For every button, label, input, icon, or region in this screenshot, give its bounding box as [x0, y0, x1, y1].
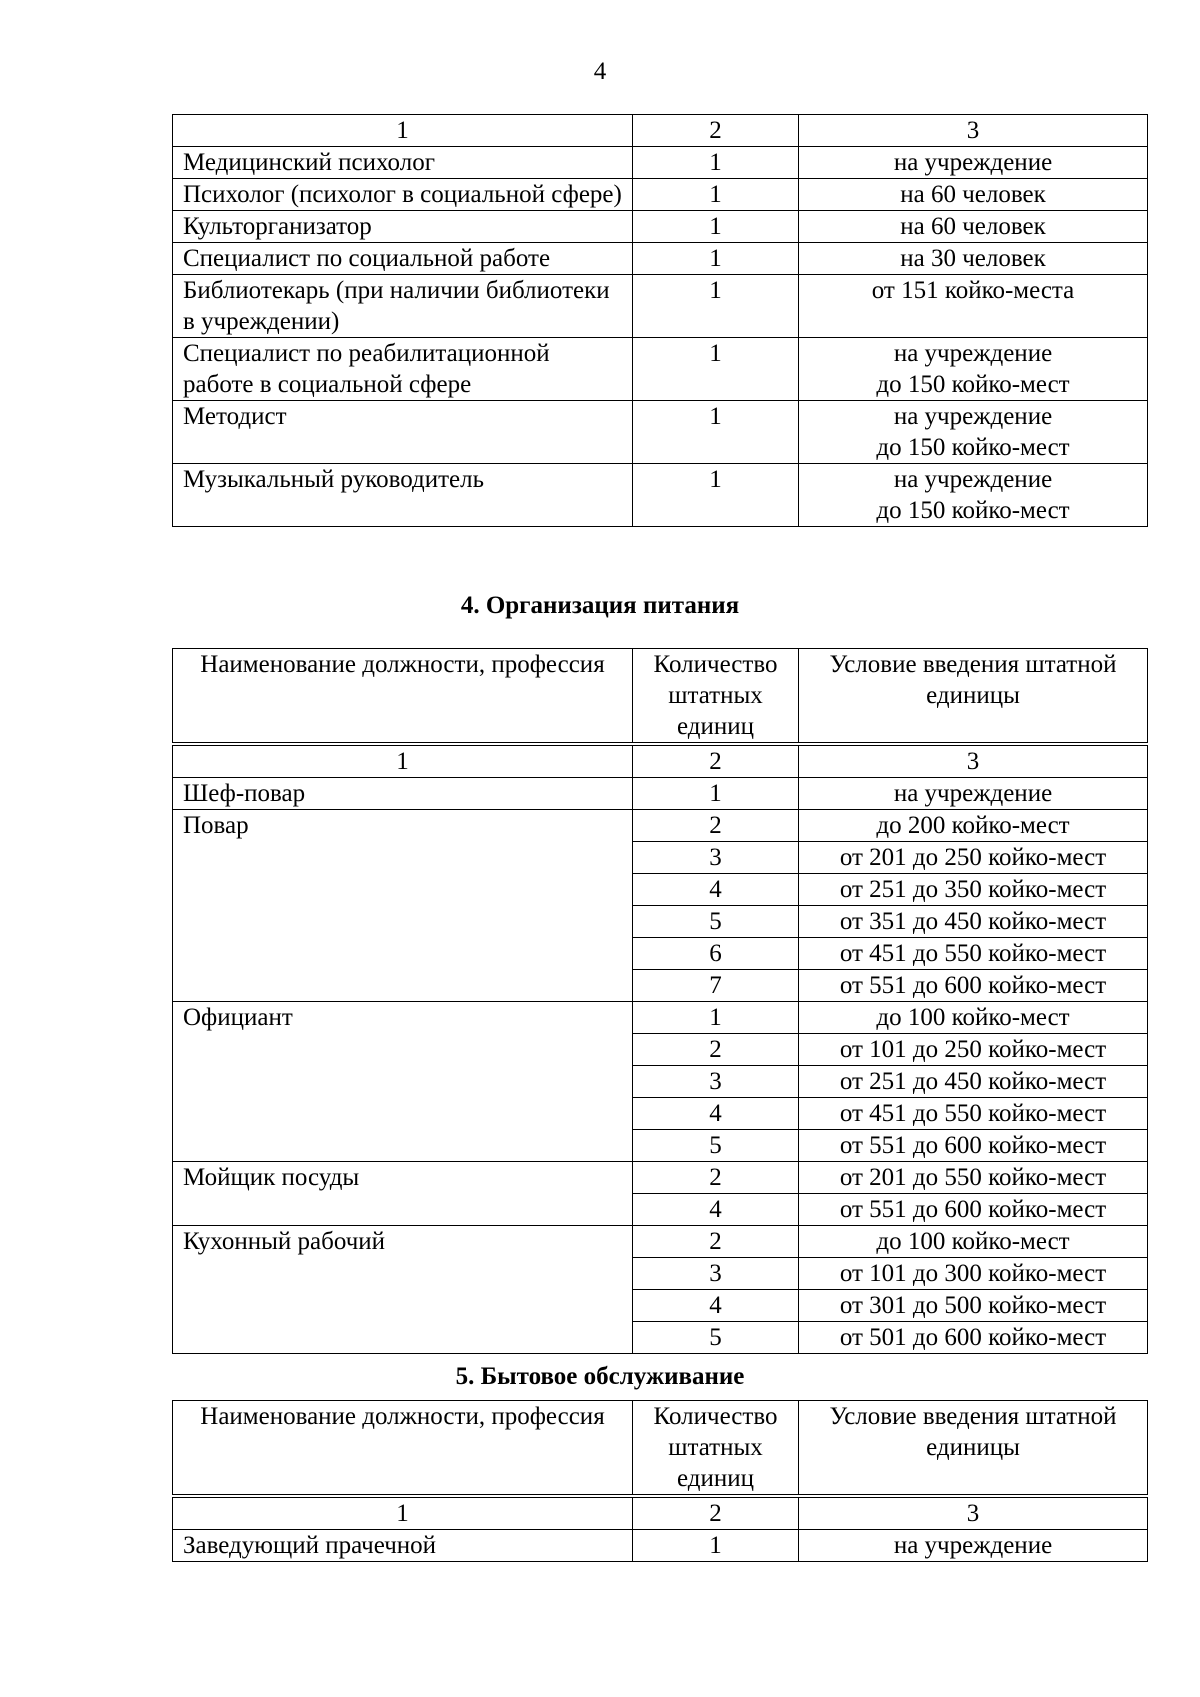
table-row [173, 1162, 1148, 1194]
staff-condition: от 451 до 550 койко-мест [799, 1098, 1148, 1130]
condition-line: на учреждение [893, 403, 1053, 430]
staff-condition: от 101 до 250 койко-мест [799, 1034, 1148, 1066]
table-row [173, 275, 1148, 338]
staff-condition: от 201 до 250 койко-мест [799, 842, 1148, 874]
staff-count: 3 [633, 1066, 799, 1098]
staff-condition: на 60 человек [799, 179, 1148, 211]
table-row [173, 243, 1148, 275]
staff-condition: до 100 койко-мест [799, 1226, 1148, 1258]
position-name: Специалист по реабилитационной работе в социальной сфере [173, 338, 633, 401]
column-number: 3 [799, 115, 1148, 147]
position-name: Шеф-повар [173, 778, 633, 810]
staff-table-continued [172, 114, 1147, 527]
staff-count: 6 [633, 938, 799, 970]
condition-line: до 150 койко-мест [876, 371, 1070, 398]
table-row [173, 1530, 1148, 1562]
staff-condition: от 251 до 450 койко-мест [799, 1066, 1148, 1098]
staff-count: 5 [633, 1130, 799, 1162]
staff-condition: на учреждение [799, 778, 1148, 810]
column-number: 2 [633, 1498, 799, 1530]
catering-header-table [172, 648, 1148, 743]
table-row [173, 464, 1148, 527]
household-body-table [172, 1497, 1148, 1562]
staff-count: 1 [633, 1002, 799, 1034]
staff-count: 1 [633, 464, 799, 527]
column-number: 1 [173, 115, 633, 147]
staff-count: 1 [633, 275, 799, 338]
section-title-household: 5. Бытовое обслуживание [455, 1363, 745, 1390]
table-row [173, 1002, 1148, 1034]
position-name: Медицинский психолог [173, 147, 633, 179]
position-name: Повар [173, 810, 633, 1002]
staff-count: 2 [633, 1034, 799, 1066]
table-row [173, 338, 1148, 401]
staff-count: 5 [633, 1322, 799, 1354]
table-row [173, 810, 1148, 842]
position-name: Библиотекарь (при наличии библиотеки в учреждении) [173, 275, 633, 338]
page-number: 4 [593, 58, 607, 85]
staff-condition: на учреждение [799, 1530, 1148, 1562]
household-header-table [172, 1400, 1148, 1495]
position-name: Специалист по социальной работе [173, 243, 633, 275]
header-staff-count: Количество штатных единиц [633, 1401, 799, 1495]
staff-count: 5 [633, 906, 799, 938]
staff-condition: до 200 койко-мест [799, 810, 1148, 842]
condition-line: на учреждение [893, 466, 1053, 493]
staff-condition: от 501 до 600 койко-мест [799, 1322, 1148, 1354]
position-name: Заведующий прачечной [173, 1530, 633, 1562]
staff-condition: от 351 до 450 койко-мест [799, 906, 1148, 938]
staff-count: 1 [633, 147, 799, 179]
staff-condition [799, 464, 1148, 527]
position-name: Официант [173, 1002, 633, 1162]
header-condition: Условие введения штатной единицы [799, 649, 1148, 743]
staff-count: 1 [633, 211, 799, 243]
column-number: 3 [799, 1498, 1148, 1530]
column-number: 2 [633, 746, 799, 778]
staff-count: 3 [633, 842, 799, 874]
staff-condition: от 551 до 600 койко-мест [799, 970, 1148, 1002]
position-name: Музыкальный руководитель [173, 464, 633, 527]
column-number: 1 [173, 746, 633, 778]
staff-condition: на 30 человек [799, 243, 1148, 275]
condition-line: до 150 койко-мест [876, 497, 1070, 524]
staff-condition: от 451 до 550 койко-мест [799, 938, 1148, 970]
staff-count: 4 [633, 1194, 799, 1226]
condition-line: на учреждение [893, 340, 1053, 367]
staff-count: 7 [633, 970, 799, 1002]
staff-condition: до 100 койко-мест [799, 1002, 1148, 1034]
position-name: Мойщик посуды [173, 1162, 633, 1226]
staff-count: 2 [633, 1162, 799, 1194]
staff-condition: от 251 до 350 койко-мест [799, 874, 1148, 906]
staff-count: 2 [633, 810, 799, 842]
staff-count: 1 [633, 778, 799, 810]
header-position-name: Наименование должности, профессия [173, 1401, 633, 1495]
staff-count: 1 [633, 338, 799, 401]
column-number-row [173, 1498, 1148, 1530]
position-name: Культорганизатор [173, 211, 633, 243]
condition-line: до 150 койко-мест [876, 434, 1070, 461]
staff-count: 4 [633, 874, 799, 906]
table-header-row [173, 649, 1148, 743]
staff-count: 1 [633, 1530, 799, 1562]
column-number: 1 [173, 1498, 633, 1530]
catering-body-table [172, 745, 1148, 1354]
column-number: 2 [633, 115, 799, 147]
staff-condition: от 301 до 500 койко-мест [799, 1290, 1148, 1322]
table-row [173, 778, 1148, 810]
column-number-row [173, 746, 1148, 778]
table-row [173, 401, 1148, 464]
position-name: Кухонный рабочий [173, 1226, 633, 1354]
table-row [173, 211, 1148, 243]
staff-condition: от 551 до 600 койко-мест [799, 1130, 1148, 1162]
staff-count: 2 [633, 1226, 799, 1258]
table-row [173, 147, 1148, 179]
section-title-catering: 4. Организация питания [460, 592, 740, 619]
staff-count: 4 [633, 1098, 799, 1130]
staff-condition: на учреждение [799, 147, 1148, 179]
staff-condition: от 201 до 550 койко-мест [799, 1162, 1148, 1194]
header-condition: Условие введения штатной единицы [799, 1401, 1148, 1495]
column-number: 3 [799, 746, 1148, 778]
staff-condition [799, 338, 1148, 401]
column-number-row [173, 115, 1148, 147]
table-header-row [173, 1401, 1148, 1495]
staff-condition: от 101 до 300 койко-мест [799, 1258, 1148, 1290]
staff-count: 1 [633, 401, 799, 464]
staff-condition [799, 401, 1148, 464]
staff-count: 1 [633, 243, 799, 275]
staff-condition: на 60 человек [799, 211, 1148, 243]
staff-condition: от 151 койко-места [799, 275, 1148, 338]
position-name: Психолог (психолог в социальной сфере) [173, 179, 633, 211]
position-name: Методист [173, 401, 633, 464]
staff-count: 4 [633, 1290, 799, 1322]
header-staff-count: Количество штатных единиц [633, 649, 799, 743]
table-row [173, 1226, 1148, 1258]
header-position-name: Наименование должности, профессия [173, 649, 633, 743]
catering-table [172, 648, 1147, 1354]
staff-count: 3 [633, 1258, 799, 1290]
household-table [172, 1400, 1147, 1562]
table-row [173, 179, 1148, 211]
staff-count: 1 [633, 179, 799, 211]
staff-condition: от 551 до 600 койко-мест [799, 1194, 1148, 1226]
